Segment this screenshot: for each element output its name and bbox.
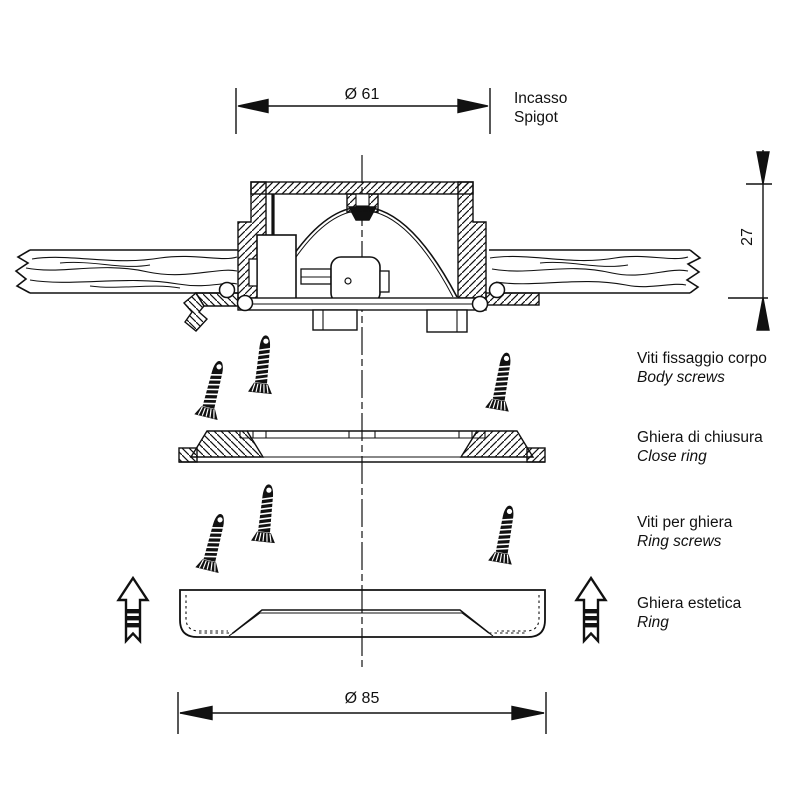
insert-direction-arrow-right [577,578,606,641]
ring-screw-icon [251,483,281,543]
label-trim-ring-it: Ghiera estetica [637,595,742,612]
ring-screw-icon [488,504,522,565]
label-close-ring [637,429,763,466]
body-screw-icon [194,358,231,420]
label-close-ring-it: Ghiera di chiusura [637,429,763,446]
ring-screws [195,483,521,573]
bottom-tab-right [427,310,467,332]
wood-panel-left [16,250,238,293]
lamp-socket [349,207,376,220]
housing-right-wall [458,182,486,298]
label-spigot-en: Spigot [514,108,558,126]
dim-text-ring-diameter: Ø 85 [344,690,380,707]
fixture-cross-section [184,182,539,332]
housing-top-wall [251,182,473,194]
insert-direction-arrow-left [119,578,148,641]
body-screw-icon [248,334,278,394]
label-close-ring-en: Close ring [637,447,707,465]
label-trim-ring [637,595,741,632]
label-trim-ring-en: Ring [637,613,669,631]
label-spigot-it: Incasso [514,90,568,107]
label-body-screws-it: Viti fissaggio corpo [637,350,767,367]
dim-text-spigot-diameter: Ø 61 [344,86,380,103]
label-spigot [514,90,567,127]
lamp-bulb [331,257,380,303]
bottom-tab-left [313,310,357,330]
body-screws [194,334,518,420]
dim-text-depth: 27 [739,228,756,246]
terminal-box [257,235,296,299]
label-ring-screws [637,514,732,551]
ring-screw-icon [195,511,232,573]
label-body-screws-en: Body screws [637,368,725,386]
label-ring-screws-en: Ring screws [637,532,722,550]
wood-panel-right [489,250,700,293]
label-body-screws [637,350,767,387]
label-ring-screws-it: Viti per ghiera [637,514,733,531]
body-screw-icon [485,351,519,412]
